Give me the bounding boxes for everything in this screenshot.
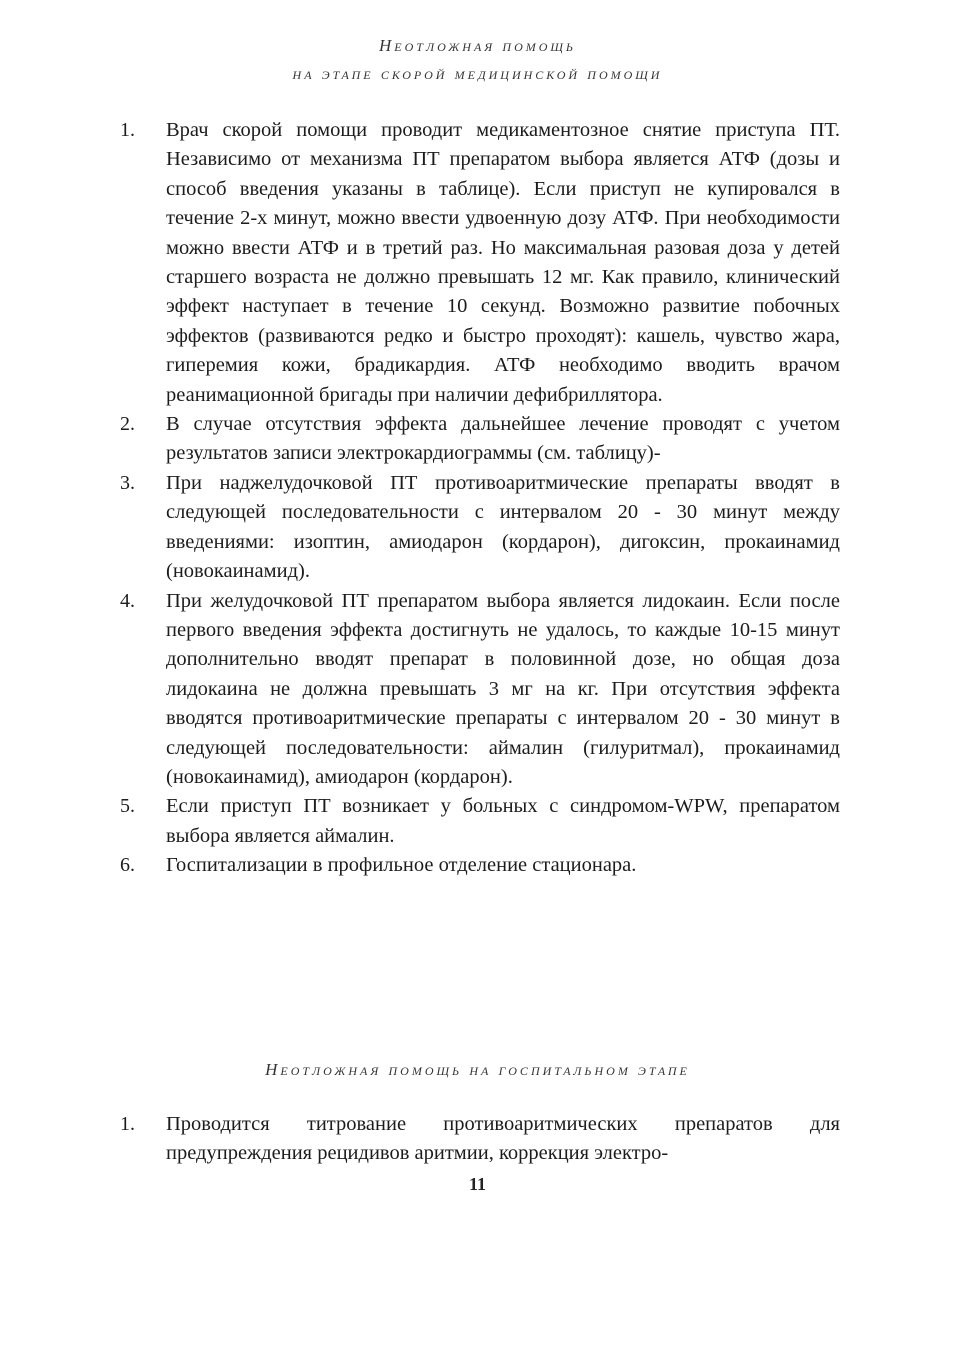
list-item	[120, 851, 840, 880]
item-number: 3.	[120, 471, 135, 494]
item-number: 1.	[120, 1113, 135, 1135]
section-header-line-1: Неотложная помощь	[379, 36, 576, 55]
list-item	[120, 410, 840, 469]
section-header	[0, 32, 955, 88]
section-header-line-2: на этапе скорой медицинской помощи	[292, 64, 663, 83]
item-text: При желудочковой ПТ препаратом выбора является лидокаин. Если после первого введения эффекта достигнуть не удалось, то каждые 10-15 минут дополнительно вводят препарат в половинной дозе, но общая доза лидокаина не должна превышать 3 мг на кг. При отсутствия эффекта вводятся противоаритмические препараты с интервалом 20 - 30 минут в следующей последовательности: аймалин (гилуритмал), прокаинамид (новокаинамид), амиодарон (кордарон).	[166, 589, 840, 788]
item-number: 2.	[120, 413, 135, 436]
hospital-steps-list	[120, 1110, 840, 1169]
list-item	[120, 469, 840, 587]
item-text: При наджелудочковой ПТ противоаритмические препараты вводят в следующей последовательности с интервалом 20 - 30 минут между введениями: изоптин, амиодарон (кордарон), дигоксин, прокаинамид (новокаинамид).	[166, 471, 840, 583]
ambulance-steps-list	[120, 116, 840, 881]
item-text: В случае отсутствия эффекта дальнейшее лечение проводят с учетом результатов записи электрокардиограммы (см. таблицу)-	[166, 413, 840, 465]
item-number: 5.	[120, 795, 135, 818]
list-item	[120, 116, 840, 410]
page-number: 11	[468, 1174, 486, 1194]
list-item	[120, 1110, 840, 1169]
item-number: 4.	[120, 589, 135, 612]
item-text: Если приступ ПТ возникает у больных с синдромом-WPW, препаратом выбора является аймалин.	[166, 795, 840, 847]
item-text: Врач скорой помощи проводит медикаментозное снятие приступа ПТ. Независимо от механизма ПТ препаратом выбора является АТФ (дозы и способ введения указаны в таблице). Если приступ не купировался в течение 2-х минут, можно ввести удвоенную дозу АТФ. При необходимости можно ввести АТФ и в третий раз. Но максимальная разовая доза у детей старшего возраста не должно превышать 12 мг. Как правило, клинический эффект наступает в течение 10 секунд. Возможно развитие побочных эффектов (развиваются редко и быстро проходят): кашель, чувство жара, гиперемия кожи, брадикардия. АТФ необходимо вводить врачом реанимационной бригады при наличии дефибриллятора.	[166, 119, 840, 406]
item-text: Проводится титрование противоаритмических препаратов для предупреждения рецидивов аритмии, коррекция электро-	[166, 1113, 840, 1165]
list-item	[120, 587, 840, 793]
item-number: 6.	[120, 854, 135, 877]
hospital-section-title: Неотложная помощь на госпитальном этапе	[265, 1060, 690, 1079]
item-number: 1.	[120, 119, 135, 141]
item-text: Госпитализации в профильное отделение стационара.	[166, 854, 637, 877]
list-item	[120, 792, 840, 851]
